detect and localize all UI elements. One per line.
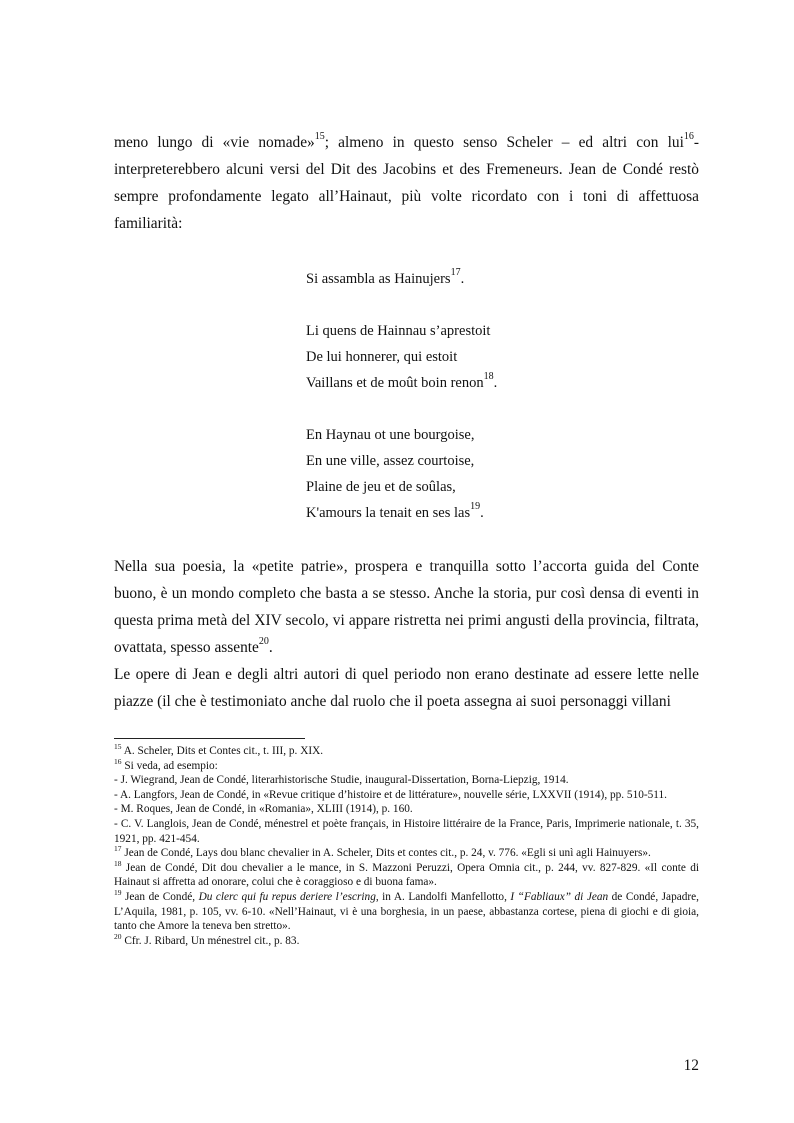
- footnote-16-item: - C. V. Langlois, Jean de Condé, ménestrel et poète français, in Histoire littéraire de la France, Paris, Imprimerie nationale, t. 35, 1921, pp. 421-454.: [114, 817, 699, 845]
- verse-line: Plaine de jeu et de soûlas,: [306, 479, 456, 495]
- footnotes: [114, 744, 699, 948]
- footnote-19: $^{19}$ Jean de Condé, Du clerc qui fu repus deriere l’escring, in A. Landolfi Manfellotto, I “Fabliaux” di Jean de Condé, Japadre, L’Aquila, 1981, p. 105, vv. 6-10. «Nell’Hainaut, vi è una borghesia, in un paese, abbastanza cortese, piena di giochi e di gioia, tanto che Amore la teneva ben stretto».: [114, 888, 699, 933]
- footnote-17: $^{17}$ Jean de Condé, Lays dou blanc chevalier in A. Scheler, Dits et contes cit., p. 24, v. 776. «Egli si unì agli Hainuyers».: [114, 844, 651, 860]
- footnote-16-item: - A. Langfors, Jean de Condé, in «Revue critique d’histoire et de littérature», nouvelle série, LXXVII (1914), pp. 510-511.: [114, 788, 667, 801]
- footnote-20: $^{20}$ Cfr. J. Ribard, Un ménestrel cit., p. 83.: [114, 931, 300, 947]
- verse-quote-1: [306, 266, 464, 292]
- text-span: Nella sua poesia, la «petite patrie», prospera e tranquilla sotto l’accorta guida del Conte buono, è un mondo completo che basta a se stesso. Anche la storia, pur così densa di eventi in questa prima metà del XIV secolo, vi appare ristretta nei primi angusti della provincia, filtrata, ovattata, spesso assente: [114, 558, 699, 656]
- verse-line: En Haynau ot une bourgoise,: [306, 427, 475, 443]
- verse-punct: .: [460, 271, 465, 287]
- verse-line: Li quens de Hainnau s’aprestoit: [306, 323, 491, 339]
- verse-line: Si assambla as Hainujers: [306, 271, 451, 287]
- verse-line: De lui honnerer, qui estoit: [306, 349, 458, 365]
- text-span: meno lungo di «vie nomade»: [114, 134, 315, 151]
- body-paragraph-1: [114, 129, 699, 237]
- text-span: - interpreterebbero alcuni versi del Dit des Jacobins et des Fremeneurs. Jean de Condé restò sempre profondamente legato all’Hainaut, più volte ricordato con i toni di affettuosa familiarità:: [114, 134, 699, 232]
- footnote-16: $^{16}$ Si veda, ad esempio:: [114, 756, 218, 772]
- verse-quote-2: [306, 318, 497, 396]
- footnote-ref-20[interactable]: 20: [258, 635, 269, 647]
- footnote-16-item: - J. Wiegrand, Jean de Condé, literarhistorische Studie, inaugural-Dissertation, Borna-Liepzig, 1914.: [114, 774, 569, 787]
- text-span: .: [268, 639, 273, 656]
- footnote-16-item: - M. Roques, Jean de Condé, in «Romania», XLIII (1914), p. 160.: [114, 803, 413, 816]
- verse-punct: .: [493, 375, 498, 391]
- verse-punct: .: [480, 505, 484, 521]
- body-paragraph-3: Le opere di Jean e degli altri autori di quel periodo non erano destinate ad essere lette nelle piazze (il che è testimoniato anche dal ruolo che il poeta assegna ai suoi personaggi villani: [114, 666, 699, 710]
- footnote-ref-19[interactable]: 19: [470, 501, 481, 513]
- verse-quote-3: [306, 422, 484, 526]
- footnote-ref-16[interactable]: 16: [683, 130, 694, 142]
- footnote-15: $^{15}$ A. Scheler, Dits et Contes cit., t. III, p. XIX.: [114, 742, 324, 757]
- text-span: ; almeno in questo senso Scheler – ed altri con lui: [324, 134, 684, 151]
- verse-line: Vaillans et de moût boin renon: [306, 375, 484, 391]
- footnote-ref-17[interactable]: 17: [450, 267, 461, 279]
- verse-line: K'amours la tenait en ses las: [306, 505, 471, 521]
- footnote-18: $^{18}$ Jean de Condé, Dit dou chevalier a le mance, in S. Mazzoni Peruzzi, Opera Omnia cit., p. 244, vv. 827-829. «Il conte di Hainaut si affretta ad onorare, colui che è coraggioso e di buona fama».: [114, 858, 699, 889]
- body-paragraph-2: [114, 553, 699, 715]
- footnote-ref-15[interactable]: 15: [314, 130, 325, 142]
- footnote-separator: [114, 738, 305, 739]
- page-number: 12: [683, 1057, 699, 1074]
- verse-line: En une ville, assez courtoise,: [306, 453, 475, 469]
- footnote-ref-18[interactable]: 18: [483, 371, 494, 383]
